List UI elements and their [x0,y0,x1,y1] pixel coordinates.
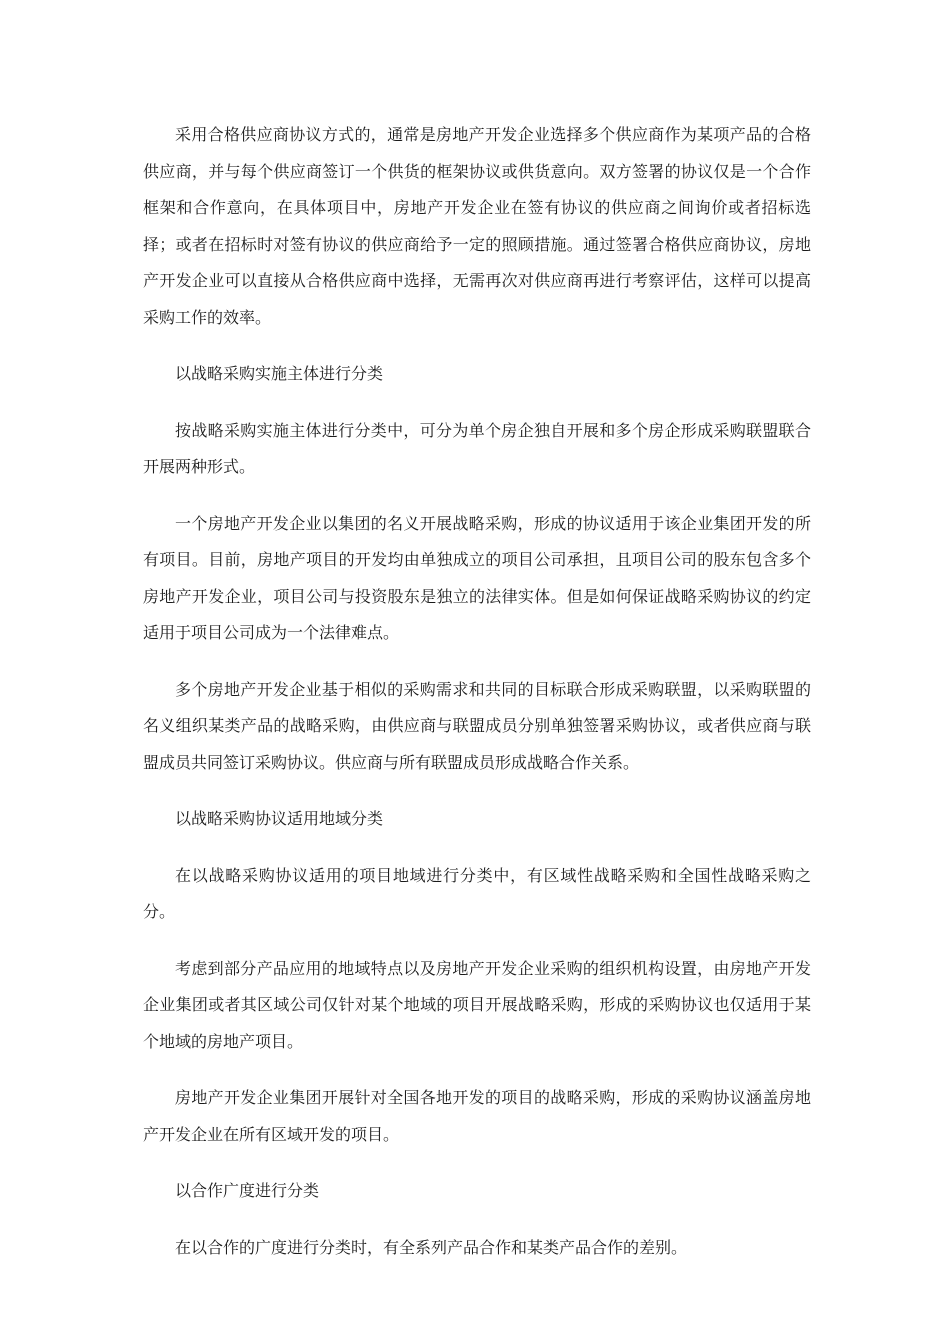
heading-by-region: 以战略采购协议适用地域分类 [175,809,384,828]
paragraph-procurement-alliance: 多个房地产开发企业基于相似的采购需求和共同的目标联合形成采购联盟，以采购联盟的名义组织某类产品的战略采购，由供应商与联盟成员分别单独签署采购协议，或者供应商与联盟成员共同签订采购协议。供应商与所有联盟成员形成战略合作关系。 [143,679,811,772]
paragraph-regional-procurement: 考虑到部分产品应用的地域特点以及房地产开发企业采购的组织机构设置，由房地产开发企业集团或者其区域公司仅针对某个地域的项目开展战略采购，形成的采购协议也仅适用于某个地域的房地产项目。 [143,958,811,1051]
document-page [143,117,811,1286]
heading-by-implementation-subject: 以战略采购实施主体进行分类 [175,364,384,383]
paragraph-qualified-supplier-agreement: 采用合格供应商协议方式的，通常是房地产开发企业选择多个供应商作为某项产品的合格供应商，并与每个供应商签订一个供货的框架协议或供货意向。双方签署的协议仅是一个合作框架和合作意向，在具体项目中，房地产开发企业在签有协议的供应商之间询价或者招标选择；或者在招标时对签有协议的供应商给予一定的照顾措施。通过签署合格供应商协议，房地产开发企业可以直接从合格供应商中选择，无需再次对供应商再进行考察评估，这样可以提高采购工作的效率。 [143,125,811,327]
paragraph-implementation-subject-intro: 按战略采购实施主体进行分类中，可分为单个房企独自开展和多个房企形成采购联盟联合开展两种形式。 [143,420,811,476]
paragraph-national-procurement: 房地产开发企业集团开展针对全国各地开发的项目的战略采购，形成的采购协议涵盖房地产开发企业在所有区域开发的项目。 [143,1088,811,1144]
paragraph-single-enterprise: 一个房地产开发企业以集团的名义开展战略采购，形成的协议适用于该企业集团开发的所有项目。目前，房地产项目的开发均由单独成立的项目公司承担，且项目公司的股东包含多个房地产开发企业，项目公司与投资股东是独立的法律实体。但是如何保证战略采购协议的约定适用于项目公司成为一个法律难点。 [143,513,811,642]
paragraph-region-intro: 在以战略采购协议适用的项目地域进行分类中，有区域性战略采购和全国性战略采购之分。 [143,865,811,921]
paragraph-cooperation-breadth: 在以合作的广度进行分类时，有全系列产品合作和某类产品合作的差别。 [175,1237,688,1257]
heading-by-cooperation-breadth: 以合作广度进行分类 [175,1181,320,1200]
